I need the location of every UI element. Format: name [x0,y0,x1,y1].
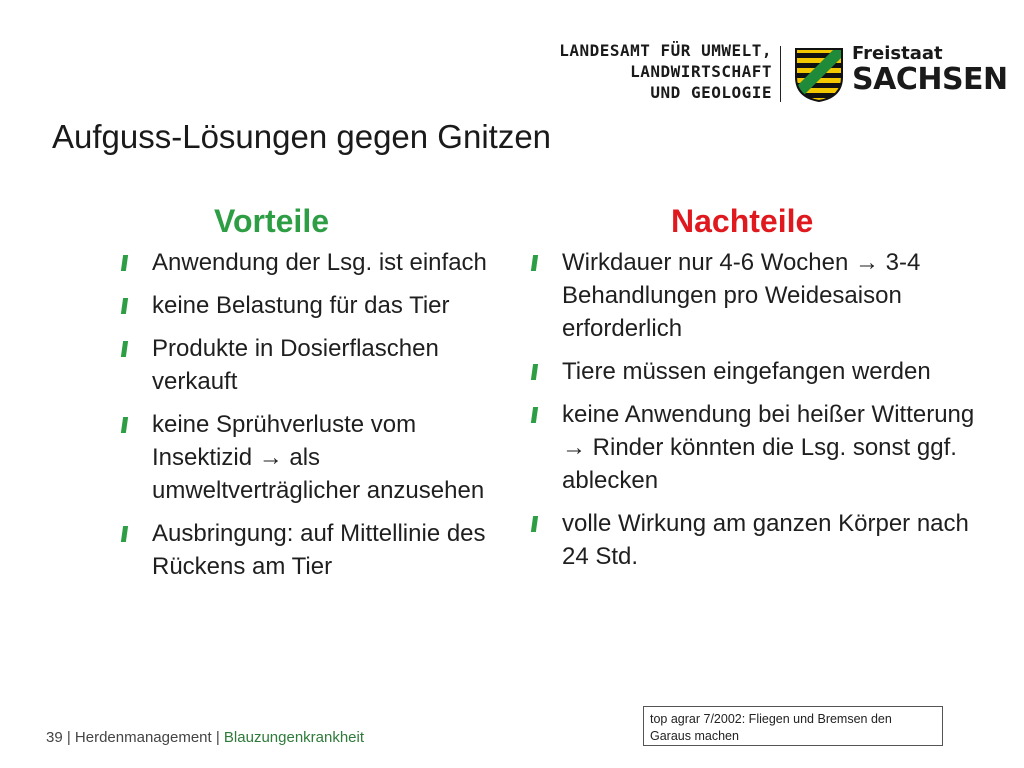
footer-topic: Blauzungenkrankheit [223,729,365,746]
bullet-icon [531,364,538,380]
list-item: keine Belastung für das Tier [122,289,502,322]
cons-heading: Nachteile [671,203,814,239]
pros-list [122,246,502,593]
bullet-icon [531,516,538,532]
bullet-icon [121,417,128,433]
state-small-text: Freistaat [852,43,943,64]
footer-section: Herdenmanagement [74,729,212,746]
bullet-icon [531,407,538,423]
list-item: Anwendung der Lsg. ist einfach [122,246,502,279]
bullet-icon [121,255,128,271]
pros-heading: Vorteile [214,203,329,239]
bullet-icon [121,341,128,357]
list-item: Wirkdauer nur 4-6 Wochen → 3-4 Behandlungen pro Weidesaison erforderlich [532,246,982,345]
page-title: Aufguss-Lösungen gegen Gnitzen [52,118,552,155]
cons-list [532,246,982,583]
state-big-text: SACHSEN [852,62,1008,97]
agency-name [559,40,772,103]
list-item: keine Sprühverluste vom Insektizid → als umweltverträglicher anzusehen [122,408,502,507]
page-number: 39 [46,729,63,746]
source-citation: top agrar 7/2002: Fliegen und Bremsen den Garaus machen [643,706,943,746]
list-item: Produkte in Dosierflaschen verkauft [122,332,502,398]
agency-line-2: LANDWIRTSCHAFT [630,62,772,81]
list-item: keine Anwendung bei heißer Witterung → Rinder könnten die Lsg. sonst ggf. ablecken [532,398,982,497]
list-item: Tiere müssen eingefangen werden [532,355,982,388]
bullet-icon [121,298,128,314]
list-item: volle Wirkung am ganzen Körper nach 24 Std. [532,507,982,573]
list-item: Ausbringung: auf Mittellinie des Rückens am Tier [122,517,502,583]
bullet-icon [531,255,538,271]
agency-line-3: UND GEOLOGIE [650,83,772,102]
saxony-crest-icon [794,47,844,103]
bullet-icon [121,526,128,542]
footer: 39 | Herdenmanagement | Blauzungenkrankheit [46,729,365,746]
header-divider [780,46,781,102]
agency-line-1: LANDESAMT FÜR UMWELT, [559,41,772,60]
state-wordmark [852,44,1008,96]
